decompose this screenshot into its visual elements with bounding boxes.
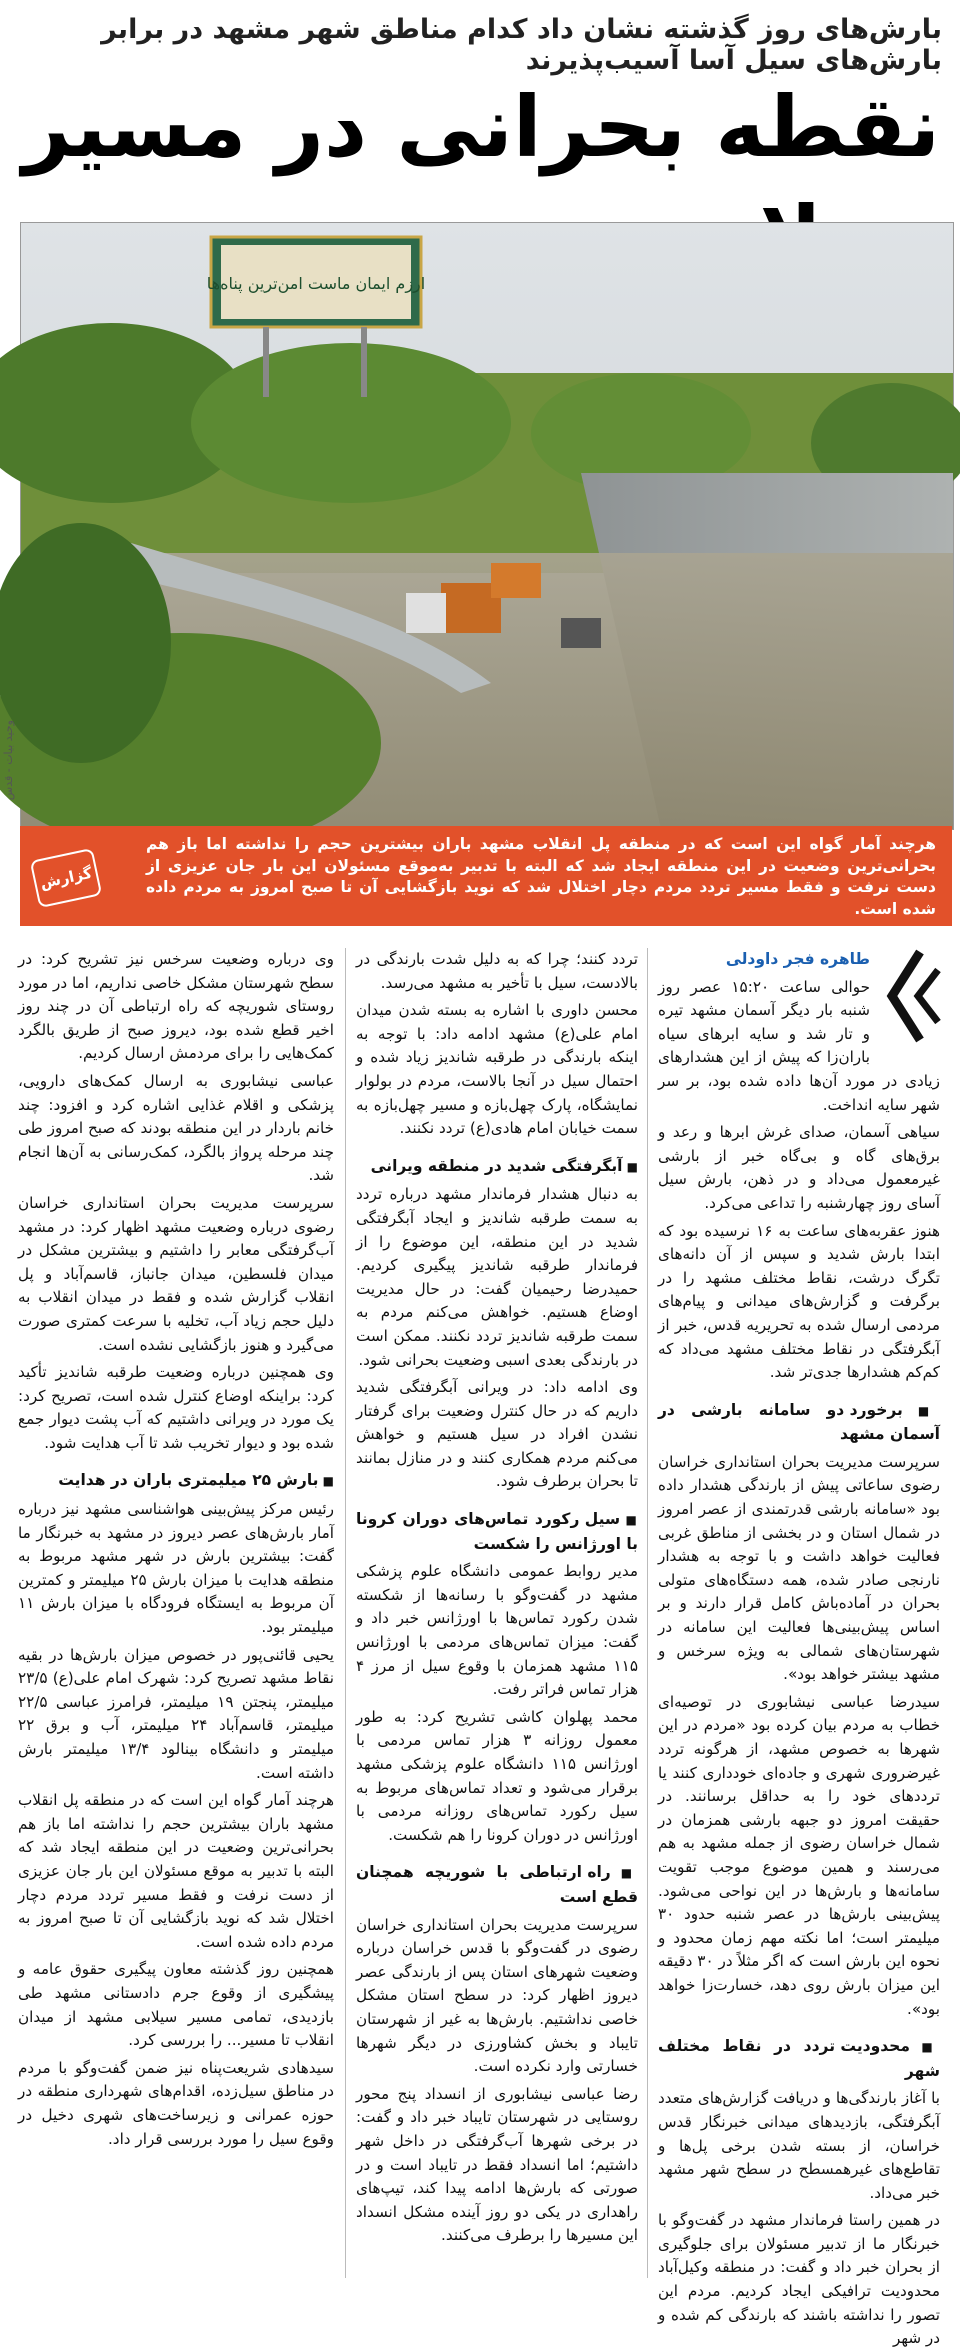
caption-text: هرچند آمار گواه این است که در منطقه پل انقلاب مشهد باران بیشترین حجم را نداشته اما باز هم بحرانی‌ترین وضعیت در این منطقه ایجاد شد که البته با تدبیر به‌موقع مسئولان این بار جان عزیزی از دست نرفت و فقط مسیر تردد مردم دچار اختلال شد که نوید بازگشایی آن تا صبح امروز به مردم داده شده است. <box>146 835 936 918</box>
article-column-1 <box>658 948 940 2348</box>
chevron-logo-icon <box>880 948 940 1044</box>
paragraph: سیاهی آسمان، صدای غرش ابرها و رعد و برق‌های گاه و بی‌گاه خبر از بارشی غیرمعمول می‌داد و در ذهن، بارش سیل آسای روز چهارشنبه را تداعی می‌کرد. <box>658 1123 940 1212</box>
paragraph: وی ادامه داد: در ویرانی آبگرفتگی شدید داریم که در حال کنترل وضعیت برای گرفتار نشدن افراد در سیل هستیم و خواهش می‌کنم مردم همکاری کنند و در منازل بمانند تا بحران برطرف شود. <box>356 1378 638 1491</box>
paragraph: محمد پهلوان کاشی تشریح کرد: به طور معمول روزانه ۳ هزار تماس مردمی با اورژانس ۱۱۵ دانشگاه علوم پزشکی مشهد برقرار می‌شود و تعداد تماس‌های مربوط به سیل رکورد تماس‌های روزانه مردمی با اورژانس در دوران کرونا را هم شکست. <box>356 1707 638 1844</box>
subheading: ■ بارش ۲۵ میلیمتری باران در هدایت <box>18 1469 334 1494</box>
article-column-2 <box>356 948 638 2278</box>
paragraph: مدیر روابط عمومی دانشگاه علوم پزشکی مشهد در گفت‌وگو با رسانه‌ها از شکسته شدن رکورد تماس‌ها با اورژانس خبر داد و گفت: میزان تماس‌های مردمی با اورژانس ۱۱۵ مشهد همزمان با وقوع سیل از مرز ۴ هزار تماس فراتر رفت. <box>356 1562 638 1699</box>
paragraph: سیدهادی شریعت‌پناه نیز ضمن گفت‌وگو با مردم در مناطق سیل‌زده، اقدام‌های شهرداری منطقه در حوزه عمرانی و زیرساخت‌های شهری دخیل در وقوع سیل را مورد بررسی قرار داد. <box>18 2058 334 2148</box>
photo-credit: وحید بیات - قدس <box>2 720 15 801</box>
article-column-3 <box>18 948 334 2278</box>
paragraph: رضا عباسی نیشابوری از انسداد پنج محور روستایی در شهرستان تایباد خبر داد و گفت: در برخی شهرها آب‌گرفتگی در داخل شهر داشتیم؛ اما انسداد فقط در تایباد است و در صورتی که بارش‌ها ادامه پیدا کند، تیپ‌های راهداری در یکی دو روز آینده مشکل انسداد این مسیرها را برطرف می‌کنند. <box>356 2084 638 2245</box>
paragraph: هرچند آمار گواه این است که در منطقه پل انقلاب مشهد باران بیشترین حجم را نداشته اما باز هم بحرانی‌ترین وضعیت در این منطقه ایجاد شد که البته با تدبیر به موقع مسئولان این بار جان عزیزی از دست نرفت و فقط مسیر تردد مردم دچار اختلال شد که نوید بازگشایی آن تا صبح امروز به مردم داده شده است. <box>18 1791 334 1951</box>
paragraph: محسن داوری با اشاره به بسته شدن میدان امام علی(ع) مشهد ادامه داد: با توجه به اینکه بارندگی در طرقبه شاندیز زیاد شده و احتمال سیل در آنجا بالاست، مردم در بولوار نمایشگاه، پارک چهل‌بازه و مسیر چهل‌بازه به سمت خیابان امام هادی(ع) تردد نکنند. <box>356 1001 638 1138</box>
main-headline: نقطه بحرانی در مسیر <box>22 78 940 176</box>
paragraph: تردد کنند؛ چرا که به دلیل شدت بارندگی در بالادست، سیل با تأخیر به مشهد می‌رسد. <box>356 950 638 992</box>
column-divider <box>647 948 648 2278</box>
paragraph: رئیس مرکز پیش‌بینی هواشناسی مشهد نیز درباره آمار بارش‌های عصر دیروز در مشهد به خبرنگار ما گفت: بیشترین بارش در شهر مشهد مربوط به منطقه هدایت با میزان بارش ۲۵ میلیمتر و کمترین آن مربوط به ایستگاه فرودگاه با میزان بارش ۱۱ میلیمتر بود. <box>18 1500 334 1637</box>
banner-text: ارزم ایمان ماست امن‌ترین پناه‌ها <box>206 274 426 293</box>
subheading: ■ محدودیت تردد در نقاط مختلف شهر <box>658 2035 940 2083</box>
subheading: ■ آبگرفتگی شدید در منطقه ویرانی <box>356 1155 638 1180</box>
paragraph: وی درباره وضعیت سرخس نیز تشریح کرد: در سطح شهرستان مشکل خاصی نداریم، اما در مورد روستای شوریچه که راه ارتباطی آن در چند روز اخیر قطع شده بود، دیروز صبح از طریق بالگرد کمک‌هایی را برای مردمش ارسال کردیم. <box>18 950 334 1063</box>
paragraph: سرپرست مدیریت بحران استانداری خراسان رضوی در گفت‌وگو با قدس خراسان درباره وضعیت شهرهای استان پس از بارندگی عصر دیروز اظهار کرد: در سطح استان مشکل خاصی نداشتیم. بارش‌ها به غیر از شهرستان تایباد و بخش کشاورزی در دیگر شهرها خسارتی وارد نکرده است. <box>356 1915 638 2076</box>
paragraph: وی همچنین درباره وضعیت طرقبه شاندیز تأکید کرد: براینکه اوضاع کنترل شده است، تصریح کرد: یک مورد در ویرانی داشتیم که آب پشت دیوار جمع شده بود و دیوار تخریب شد تا آب هدایت شود. <box>18 1363 334 1452</box>
photo-caption <box>20 826 952 926</box>
subheading: ■ سیل رکورد تماس‌های دوران کرونا با اورژانس را شکست <box>356 1508 638 1556</box>
paragraph: سرپرست مدیریت بحران استانداری خراسان رضوی درباره وضعیت مشهد اظهار کرد: در مشهد آب‌گرفتگی معابر را داشتیم و بیشترین مشکل در میدان فلسطین، میدان جانباز، قاسم‌آباد و پل انقلاب گزارش شده و فقط در میدان انقلاب به دلیل حجم زیاد آب، تخلیه با سرعت کمتری صورت می‌گیرد و هنوز بازگشایی نشده است. <box>18 1193 334 1354</box>
paragraph: عباسی نیشابوری به ارسال کمک‌های دارویی، پزشکی و اقلام غذایی اشاره کرد و افزود: چند خانم باردار در این منطقه بودند که صبح امروز طی چند مرحله پرواز بالگرد، کمک‌رسانی به آن‌ها انجام شد. <box>18 1071 334 1185</box>
kicker-headline: بارش‌های روز گذشته نشان داد کدام مناطق شهر مشهد در برابر بارش‌های سیل آسا آسیب‌پذیرند <box>101 14 942 76</box>
paragraph: با آغاز بارندگی‌ها و دریافت گزارش‌های متعدد آبگرفتگی، بازدیدهای میدانی خبرنگار قدس خراسان، از بسته شدن برخی پل‌ها و تقاطع‌های غیرهمسطح در سطح شهر مشهد خبر می‌داد. <box>658 2089 940 2202</box>
paragraph: یحیی قائنی‌پور در خصوص میزان بارش‌ها در بقیه نقاط مشهد تصریح کرد: شهرک امام علی(ع) ۲۳/۵ میلیمتر، پنجتن ۱۹ میلیمتر، فرامرز عباسی ۲۲/۵ میلیمتر، قاسم‌آباد ۲۴ میلیمتر، آب و برق ۲۲ میلیمتر و دانشگاه بینالود ۱۳/۴ میلیمتر بارش داشته است. <box>18 1645 334 1782</box>
paragraph: در همین راستا فرماندار مشهد در گفت‌وگو با خبرنگار ما از تدبیر مسئولان برای جلوگیری از بحران خبر داد و گفت: در منطقه وکیل‌آباد محدودیت ترافیکی ایجاد کردیم. مردم این تصور را نداشته باشند که بارندگی کم شده و در شهر <box>658 2211 940 2348</box>
flood-photo <box>20 222 954 830</box>
subheading: ■ برخورد دو سامانه بارشی در آسمان مشهد <box>658 1399 940 1447</box>
paragraph: سیدرضا عباسی نیشابوری در توصیه‌ای خطاب به مردم بیان کرده بود «مردم در این شهرها به خصوص مشهد، از هرگونه تردد غیرضروری شهری و جاده‌ای خودداری کنند یا ترددهای خود را به حداقل برسانند. در حقیقت امروز دو جبهه بارشی همزمان در شمال خراسان رضوی از جمله مشهد به هم می‌رسند و همین موضوع موجب تقویت سامانه‌ها و بارش‌ها در این نواحی می‌شود. پیش‌بینی بارش‌ها در عصر شنبه حدود ۳۰ میلیمتر است؛ اما نکته مهم زمان محدود و نحوه این بارش است که اگر مثلاً در ۳۰ دقیقه این میزان بارش روی دهد، خسارت‌زا خواهد بود». <box>658 1692 940 2018</box>
paragraph: سرپرست مدیریت بحران استانداری خراسان رضوی ساعاتی پیش از بارندگی هشدار داده بود «سامانه بارشی قدرتمندی از عصر امروز در شمال استان و در بخشی از مناطق غربی فعالیت خواهد داشت و با توجه به هشدار نارنجی صادر شده، همه دستگاه‌های متولی بحران در آماده‌باش کامل قرار دارند و بر اساس پیش‌بینی‌ها فعالیت این سامانه در شهرستان‌های شمالی به ویژه سرخس و مشهد بیشتر خواهد بود». <box>658 1452 940 1684</box>
byline: طاهره فجر داودلی <box>725 950 870 968</box>
paragraph: هنوز عقربه‌های ساعت به ۱۶ نرسیده بود که ابتدا بارش شدید و سپس از آن دانه‌های تگرگ درشت، نقاط مختلف مشهد را در برگرفت و گزارش‌های میدانی و پیام‌های مردمی ارسال شده به تحریریه قدس، خبر از آبگرفتگی در نقاط مختلف مشهد می‌داد که کم‌کم هشدارها جدی‌تر شد. <box>658 1221 940 1382</box>
paragraph: حوالی ساعت ۱۵:۲۰ عصر روز شنبه بار دیگر آسمان مشهد تیره و تار شد و سایه ابرهای سیاه باران‌زا که پیش از این هشدارهای زیادی در مورد آن‌ها داده شده بود، بر سر شهر سایه انداخت. <box>658 977 940 1114</box>
subheading: ■ راه ارتباطی با شوریچه همچنان قطع است <box>356 1861 638 1909</box>
column-divider <box>345 948 346 2278</box>
report-logo: گزارش <box>30 848 103 908</box>
paragraph: همچنین روز گذشته معاون پیگیری حقوق عامه و پیشگیری از وقوع جرم دادستانی مشهد طی بازدیدی، تمامی مسیر سیلابی مشهد از میدان انقلاب تا مسیر... را بررسی کرد. <box>18 1960 334 2050</box>
paragraph: به دنبال هشدار فرماندار مشهد درباره تردد به سمت طرقبه شاندیز و ایجاد آبگرفتگی شدید در این منطقه، این موضوع را از فرماندار طرقبه شاندیز پیگیری کردیم. حمیدرضا رحیمیان گفت: در حال مدیریت اوضاع هستیم. خواهش می‌کنم مردم به سمت طرقبه شاندیز تردد نکنند. ممکن است در بارندگی بعدی اسبی وضعیت بحرانی شود. <box>356 1185 638 1369</box>
